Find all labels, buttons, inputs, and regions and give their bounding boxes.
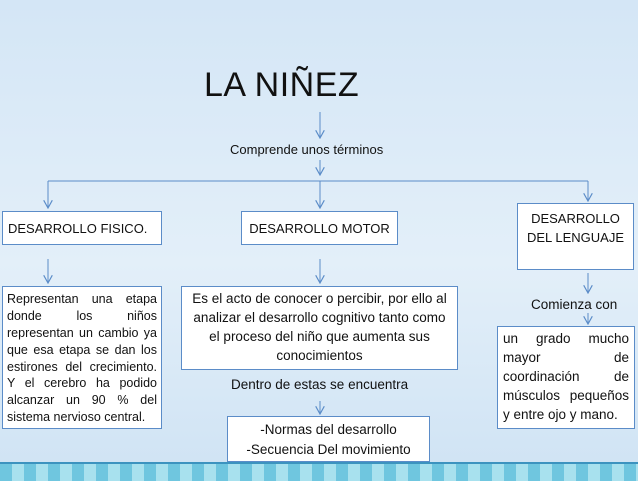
subtitle: Comprende unos términos (230, 142, 384, 157)
motor-heading-box (241, 211, 398, 245)
lenguaje-heading-box (517, 203, 634, 270)
motor-item: -Secuencia Del movimiento (246, 441, 411, 457)
motor-subheading: Dentro de estas se encuentra (231, 377, 409, 392)
motor-heading: DESARROLLO MOTOR (249, 221, 390, 236)
fisico-heading-box (2, 211, 162, 245)
page-title: LA NIÑEZ (204, 66, 360, 104)
motor-description: Es el acto de conocer o percibir, por ello al analizar el desarrollo cognitivo tanto como el proceso del niño que aumenta sus conocimientos (192, 291, 447, 363)
fisico-description: Representan una etapa donde los niños representan un cambio ya que esa etapa se dan los estirones del crecimiento. Y el cerebro ha podido alcanzar un 90 % del sistema nervioso central. (7, 292, 157, 425)
fisico-description-box (2, 286, 162, 429)
lenguaje-description: un grado mucho mayor de coordinación de músculos pequeños y entre ojo y mano. (503, 331, 629, 422)
lenguaje-heading-line2: DEL LENGUAJE (526, 229, 625, 245)
motor-items-box (227, 416, 430, 462)
lenguaje-description-box (497, 326, 635, 429)
decorative-bottom-band (0, 462, 638, 481)
motor-description-box (181, 286, 458, 370)
fisico-heading: DESARROLLO FISICO. (8, 221, 148, 236)
motor-item: -Normas del desarrollo (260, 422, 397, 437)
lenguaje-heading-line1: DESARROLLO (531, 211, 620, 226)
lenguaje-subheading: Comienza con (531, 297, 618, 312)
